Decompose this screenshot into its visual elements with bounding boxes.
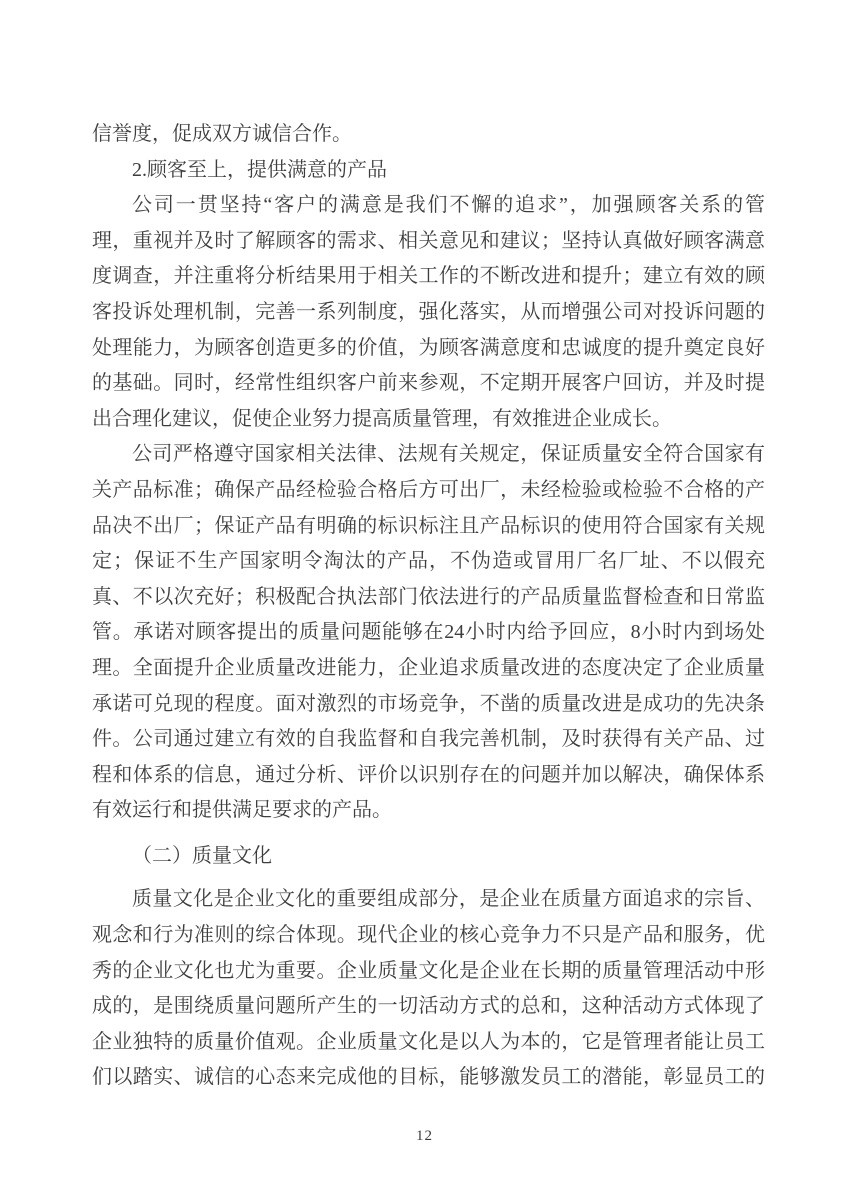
section-heading: （二）质量文化: [132, 844, 272, 867]
text-line: 的基础。同时，经常性组织客户前来参观，不定期开展客户回访，并及时提: [92, 372, 765, 395]
text-line: 管。承诺对顾客提出的质量问题能够在24小时内给予回应，8小时内到场处: [92, 621, 765, 644]
text-line: 观念和行为准则的综合体现。现代企业的核心竞争力不只是产品和服务，优: [92, 924, 765, 947]
text-line: 件。公司通过建立有效的自我监督和自我完善机制，及时获得有关产品、过: [92, 728, 765, 751]
text-line: 品决不出厂；保证产品有明确的标识标注且产品标识的使用符合国家有关规: [92, 514, 765, 537]
text-line: 企业独特的质量价值观。企业质量文化是以人为本的，它是管理者能让员工: [92, 1030, 765, 1053]
text-line: 有效运行和提供满足要求的产品。: [92, 799, 392, 822]
text-line: 出合理化建议，促使企业努力提高质量管理，有效推进企业成长。: [92, 407, 672, 430]
text-line: 理。全面提升企业质量改进能力，企业追求质量改进的态度决定了企业质量: [92, 656, 765, 679]
text-line: 定；保证不生产国家明令淘汰的产品，不伪造或冒用厂名厂址、不以假充: [92, 550, 765, 573]
page-number: 12: [416, 1128, 433, 1144]
text-line: 客投诉处理机制，完善一系列制度，强化落实，从而增强公司对投诉问题的: [92, 300, 765, 323]
text-line: 秀的企业文化也尤为重要。企业质量文化是企业在长期的质量管理活动中形: [92, 959, 765, 982]
text-line: 处理能力，为顾客创造更多的价值，为顾客满意度和忠诚度的提升奠定良好: [92, 336, 765, 359]
text-line: 们以踏实、诚信的心态来完成他的目标，能够激发员工的潜能，彰显员工的: [92, 1066, 765, 1089]
text-line: 公司严格遵守国家相关法律、法规有关规定，保证质量安全符合国家有: [132, 443, 765, 466]
text-line: 理，重视并及时了解顾客的需求、相关意见和建议；坚持认真做好顾客满意: [92, 229, 765, 252]
text-line: 程和体系的信息，通过分析、评价以识别存在的问题并加以解决，确保体系: [92, 763, 765, 786]
text-line: 度调查，并注重将分析结果用于相关工作的不断改进和提升；建立有效的顾: [92, 265, 765, 288]
text-line: 成的，是围绕质量问题所产生的一切活动方式的总和，这种活动方式体现了: [92, 995, 765, 1018]
text-line: 真、不以次充好；积极配合执法部门依法进行的产品质量监督检查和日常监: [92, 585, 765, 608]
text-line: 关产品标准；确保产品经检验合格后方可出厂，未经检验或检验不合格的产: [92, 478, 765, 501]
subsection-heading: 2.顾客至上，提供满意的产品: [132, 158, 387, 181]
text-line: 承诺可兑现的程度。面对激烈的市场竞争，不凿的质量改进是成功的先决条: [92, 692, 765, 715]
text-line: 质量文化是企业文化的重要组成部分，是企业在质量方面追求的宗旨、: [132, 888, 765, 911]
text-line: 公司一贯坚持“客户的满意是我们不懈的追求”，加强顾客关系的管: [132, 194, 765, 217]
document-body: [92, 117, 765, 1096]
text-line: 信誉度，促成双方诚信合作。: [92, 123, 352, 145]
